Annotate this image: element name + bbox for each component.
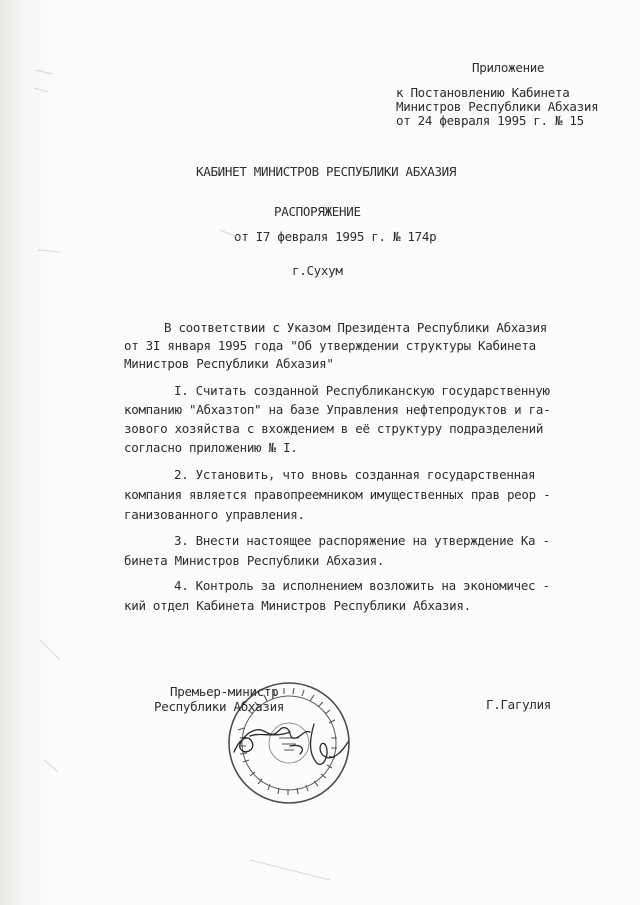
item-3-line: бинета Министров Республики Абхазия. <box>124 553 385 568</box>
scan-edge-shadow <box>0 0 60 905</box>
item-1-line: I. Считать созданной Республиканскую государственную <box>174 383 550 398</box>
item-4-line: 4. Контроль за исполнением возложить на экономичес - <box>174 578 550 593</box>
document-date-number: от I7 февраля 1995 г. № 174р <box>234 229 437 244</box>
intro-line: В соответствии с Указом Президента Республики Абхазия <box>164 320 547 335</box>
appendix-line-2: Министров Республики Абхазия <box>396 99 599 114</box>
signatory-name: Г.Гагулия <box>486 697 552 712</box>
appendix-title: Приложение <box>472 60 545 75</box>
item-2-line: ганизованного управления. <box>124 507 305 522</box>
item-1-line: компанию "Абхазтоп" на базе Управления нефтепродуктов и га- <box>124 402 551 417</box>
item-4-line: кий отдел Кабинета Министров Республики Абхазия. <box>124 598 471 613</box>
handwritten-signature-icon <box>230 712 360 782</box>
item-1-line: зового хозяйства с вхождением в её структуру подразделений <box>124 421 544 436</box>
organization-title: КАБИНЕТ МИНИСТРОВ РЕСПУБЛИКИ АБХАЗИЯ <box>196 164 457 179</box>
item-2-line: компания является правопреемником имущественных прав реор - <box>124 487 551 502</box>
item-3-line: 3. Внести настоящее распоряжение на утверждение Ка - <box>174 533 550 548</box>
document-type: РАСПОРЯЖЕНИЕ <box>274 204 361 219</box>
intro-line: Министров Республики Абхазия" <box>124 356 334 371</box>
intro-line: от 3I января 1995 года "Об утверждении структуры Кабинета <box>124 338 536 353</box>
document-city: г.Сухум <box>292 263 343 278</box>
appendix-line-3: от 24 февраля 1995 г. № 15 <box>396 113 584 128</box>
item-1-line: согласно приложению № I. <box>124 440 298 455</box>
signatory-position-line-1: Премьер-министр <box>170 684 279 699</box>
appendix-line-1: к Постановлению Кабинета <box>396 85 570 100</box>
signatory-position-line-2: Республики Абхазия <box>154 699 285 714</box>
item-2-line: 2. Установить, что вновь созданная государственная <box>174 467 536 482</box>
